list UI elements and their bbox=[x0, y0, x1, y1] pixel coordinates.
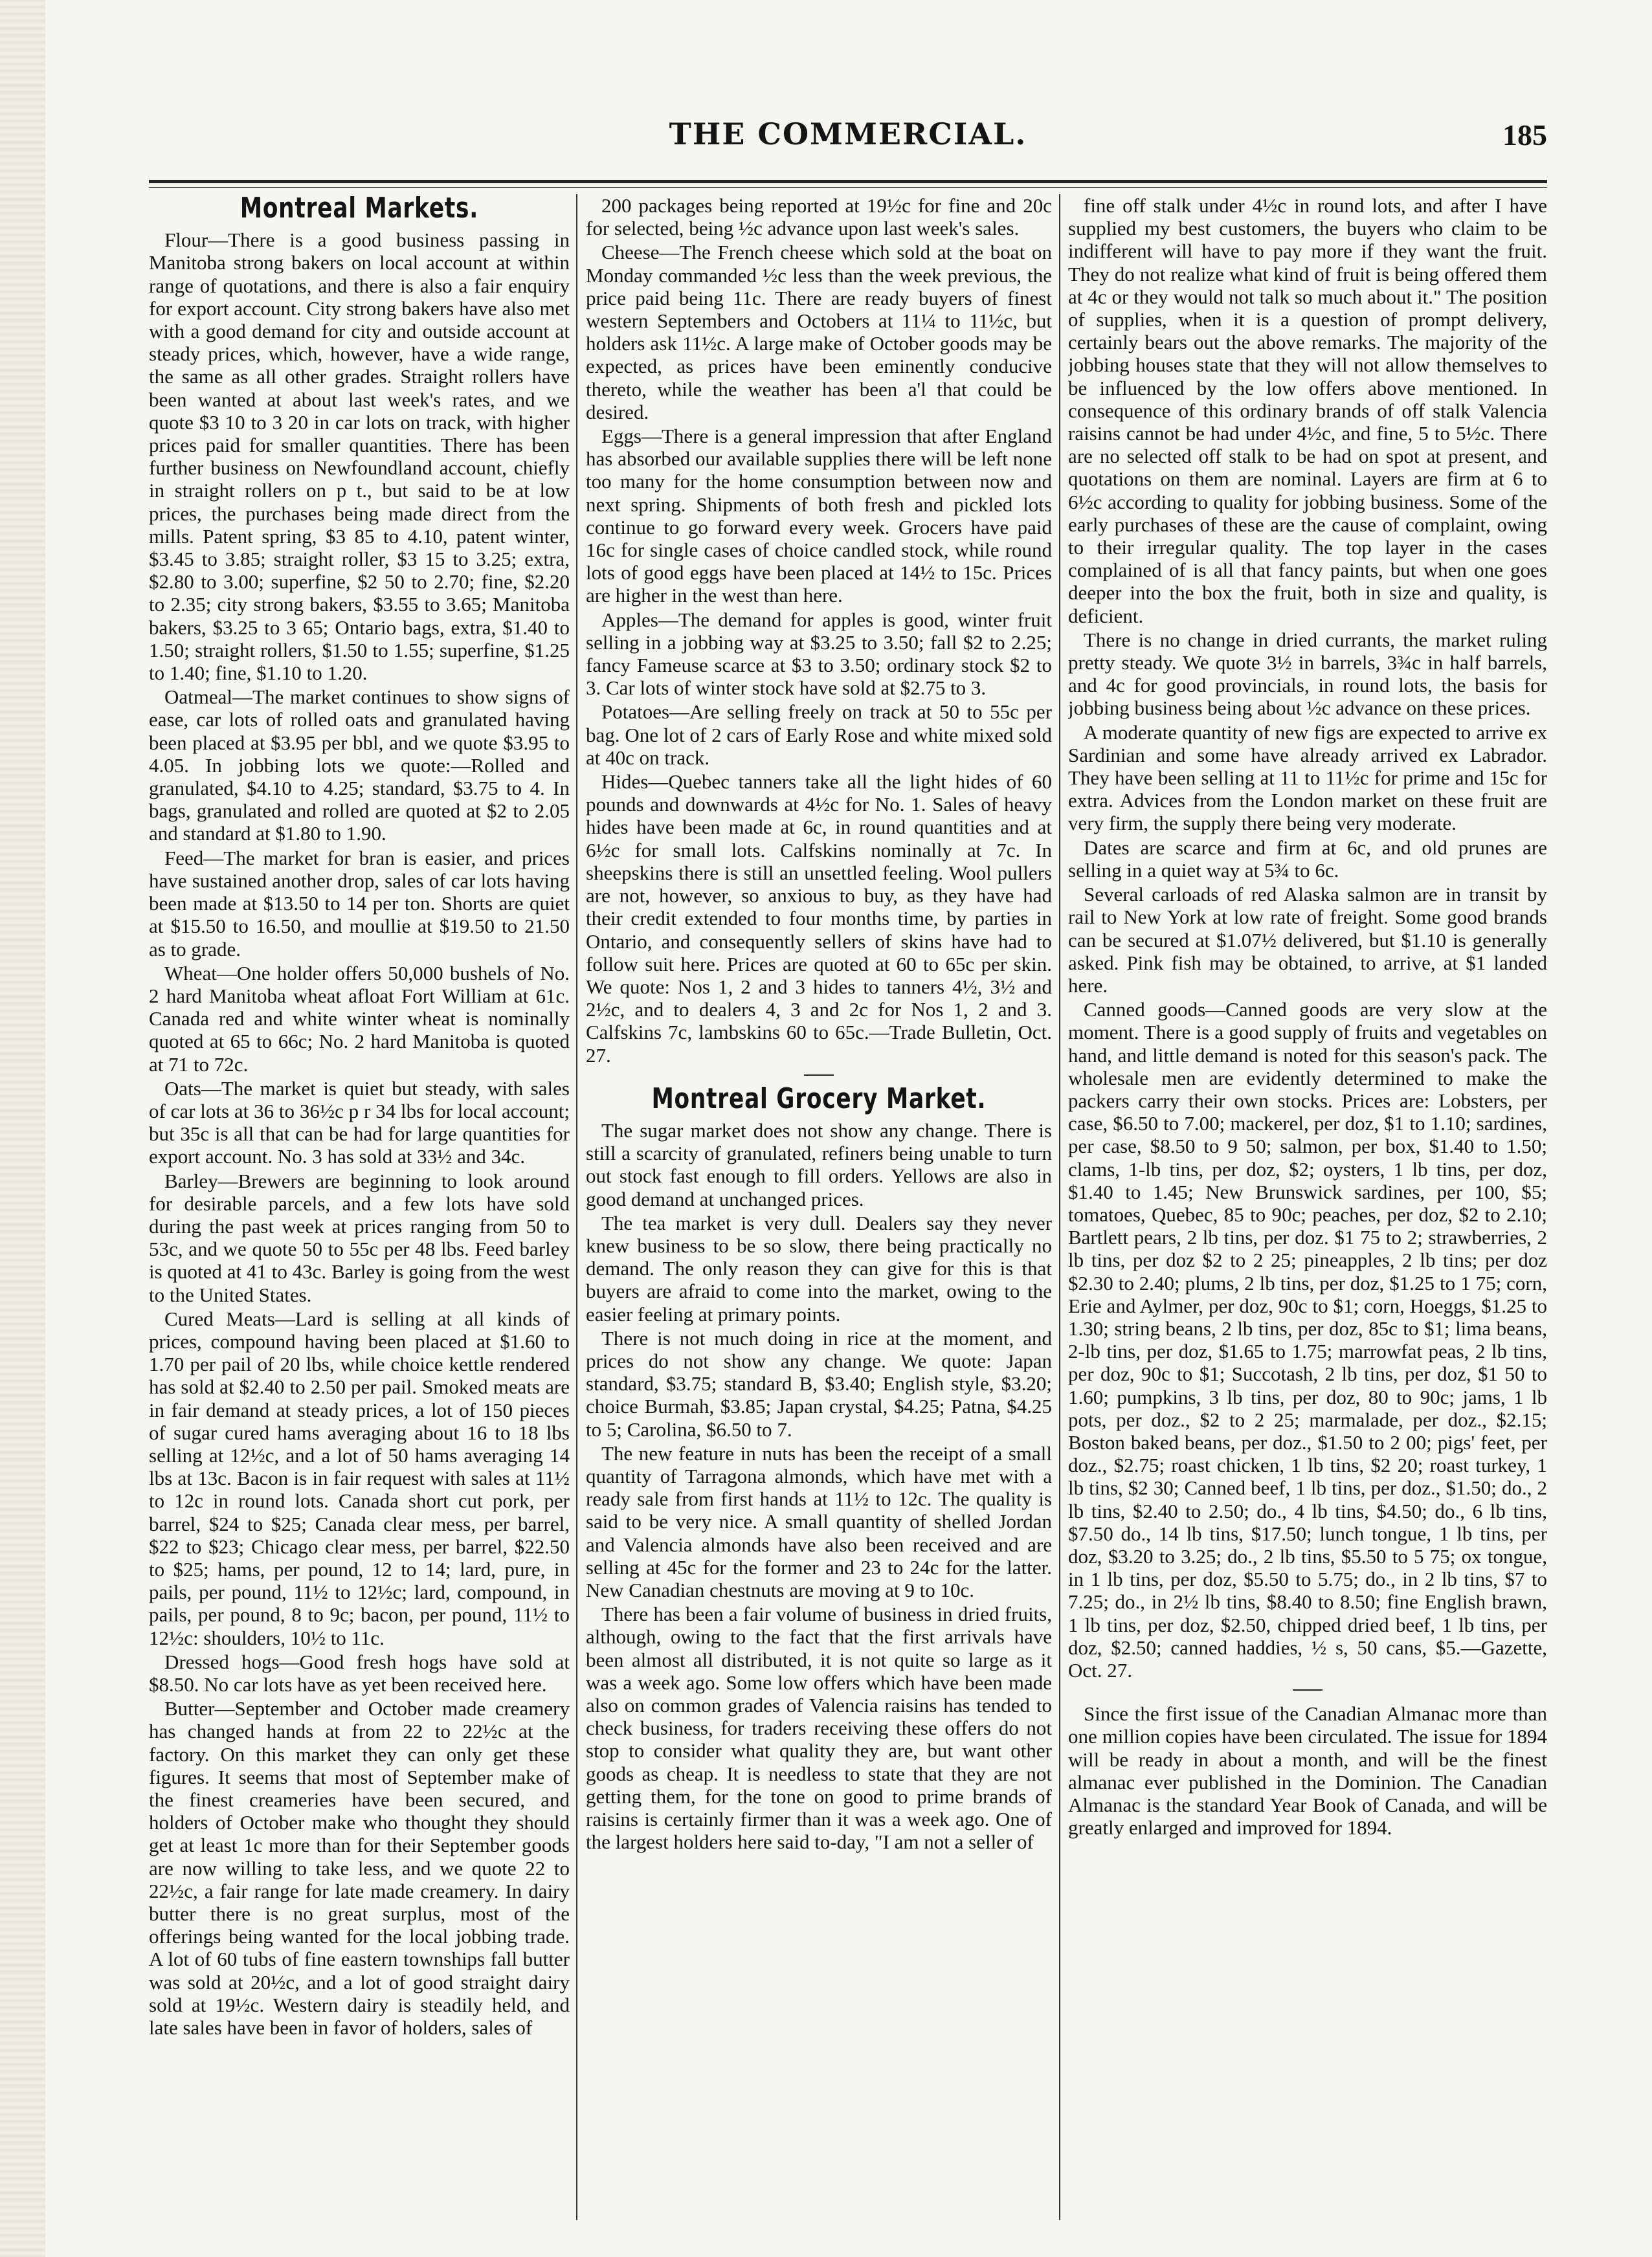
column-3 bbox=[1068, 194, 1547, 2220]
paragraph: Oatmeal—The market continues to show signs of ease, car lots of rolled oats and granulated having been placed at $3.95 per bbl, and we quote $3.95 to 4.05. In jobbing lots we quote:—Rolled and granulated, $4.10 to 4.25; standard, $3.75 to 4. In bags, granulated and rolled are quoted at $2 to 2.05 and standard at $1.80 to 1.90. bbox=[149, 685, 570, 845]
binding-edge bbox=[0, 0, 45, 2257]
paragraph: Feed—The market for bran is easier, and prices have sustained another drop, sales of car lots having been made at $13.50 to 14 per ton. Shorts are quiet at $15.50 to 16.50, and moullie at $19.50 to 21.50 as to grade. bbox=[149, 846, 570, 961]
header-rule bbox=[149, 180, 1547, 188]
article-heading: Montreal Markets. bbox=[240, 194, 479, 225]
paragraph: Barley—Brewers are beginning to look around for desirable parcels, and a few lots have sold during the past week at prices ranging from 50 to 53c, and we quote 50 to 55c per 48 lbs. Feed barley is quoted at 41 to 43c. Barley is going from the west to the United States. bbox=[149, 1169, 570, 1306]
paragraph: Dates are scarce and firm at 6c, and old prunes are selling in a quiet way at 5¾ to 6c. bbox=[1068, 836, 1547, 882]
page-header bbox=[149, 117, 1547, 168]
paragraph: fine off stalk under 4½c in round lots, and after I have supplied my best customers, the buyers who claim to be indifferent will have to pay more if they want the fruit. They do not realize what kind of fruit is being offered them at 4c or they would not talk so much about it." The position of supplies, when it is a question of prompt delivery, certainly bears out the above remarks. The majority of the jobbing houses state that they will not allow themselves to be influenced by the low offers above mentioned. In consequence of this ordinary brands of off stalk Valencia raisins cannot be had under 4½c, and fine, 5 to 5½c. There are no selected off stalk to be had on spot at present, and quotations on them are nominal. Layers are firm at 6 to 6½c according to quality for jobbing business. Some of the early purchases of these are the cause of complaint, owing to their irregular quality. The top layer in the cases complained of is all that fancy paints, but when one goes deeper into the box the fruit, both in size and quality, is deficient. bbox=[1068, 194, 1547, 627]
paragraph: Since the first issue of the Canadian Almanac more than one million copies have been circulated. The issue for 1894 will be ready in about a month, and will be the finest almanac ever published in the Dominion. The Canadian Almanac is the standard Year Book of Canada, and will be greatly enlarged and improved for 1894. bbox=[1068, 1702, 1547, 1840]
paragraph: Butter—September and October made creamery has changed hands at from 22 to 22½c at the factory. On this market they can only get these figures. It seems that most of September make of the finest creameries have been secured, and holders of October make who thought they should get at least 1c more than for their September goods are now willing to take less, and we quote 22 to 22½c, a fair range for late made creamery. In dairy butter there is no great surplus, most of the offerings being wanted for the local jobbing trade. A lot of 60 tubs of fine eastern townships fall butter was sold at 20½c, and a lot of good straight dairy sold at 19½c. Western dairy is steadily held, and late sales have been in favor of holders, sales of bbox=[149, 1697, 570, 2040]
paragraph: Potatoes—Are selling freely on track at 50 to 55c per bag. One lot of 2 cars of Early Rose and white mixed sold at 40c on track. bbox=[586, 700, 1052, 769]
paragraph: Apples—The demand for apples is good, winter fruit selling in a jobbing way at $3.25 to 3.50; fall $2 to 2.25; fancy Fameuse scarce at $3 to 3.50; ordinary stock $2 to 3. Car lots of winter stock have sold at $2.75 to 3. bbox=[586, 608, 1052, 700]
paragraph: The tea market is very dull. Dealers say they never knew business to be so slow, there being practically no demand. The only reason they can give for this is that buyers are afraid to come into the market, owing to the easier feeling at primary points. bbox=[586, 1211, 1052, 1326]
paragraph: A moderate quantity of new figs are expected to arrive ex Sardinian and some have already arrived ex Labrador. They have been selling at 11 to 11½c for prime and 15c for extra. Advices from the London market on these fruit are very firm, the supply there being very moderate. bbox=[1068, 720, 1547, 835]
paragraph: 200 packages being reported at 19½c for fine and 20c for selected, being ½c advance upon last week's sales. bbox=[586, 194, 1052, 240]
paragraph: Flour—There is a good business passing in Manitoba strong bakers on local account at within range of quotations, and there is also a fair enquiry for export account. City strong bakers have also met with a good demand for city and outside account at steady prices, which, however, have a wide range, the same as all other grades. Straight rollers have been wanted at about last week's rates, and we quote $3 10 to 3 20 in car lots on track, with higher prices paid for smaller quantities. There has been further business on Newfoundland account, chiefly in straight rollers on p t., but said to be at low prices, the purchases being made direct from the mills. Patent spring, $3 85 to 4.10, patent winter, $3.45 to 3.85; straight roller, $3 15 to 3.25; extra, $2.80 to 3.00; superfine, $2 50 to 2.70; fine, $2.20 to 2.35; city strong bakers, $3.55 to 3.65; Manitoba bakers, $3.25 to 3 65; Ontario bags, extra, $1.40 to 1.50; straight rollers, $1.50 to 1.55; superfine, $1.25 to 1.40; fine, $1.10 to 1.20. bbox=[149, 228, 570, 685]
article-separator bbox=[1293, 1689, 1323, 1691]
paragraph: Hides—Quebec tanners take all the light hides of 60 pounds and downwards at 4½c for No. 1. Sales of heavy hides have been made at 6c, in round quantities and at 6½c for small lots. Calfskins nominally at 7c. In sheepskins there is still an unsettled feeling. Wool pullers are not, however, so anxious to buy, as they have had their credit extended to four months time, by parties in Ontario, and consequently sellers of skins have had to follow suit here. Prices are quoted at 60 to 65c per skin. We quote: Nos 1, 2 and 3 hides to tanners 4½, 3½ and 2½c, and to dealers 4, 3 and 2c for Nos 1, 2 and 3. Calfskins 7c, lambskins 60 to 65c.—Trade Bulletin, Oct. 27. bbox=[586, 770, 1052, 1067]
article-heading: Montreal Grocery Market. bbox=[651, 1082, 987, 1115]
paragraph: There is not much doing in rice at the moment, and prices do not show any change. We quote: Japan standard, $3.75; standard B, $3.40; English style, $3.20; choice Burmah, $3.85; Japan crystal, $4.25; Patna, $4.25 to 5; Carolina, $6.50 to 7. bbox=[586, 1326, 1052, 1441]
paragraph: The sugar market does not show any change. There is still a scarcity of granulated, refiners being unable to turn out stock fast enough to fill orders. Yellows are also in good demand at unchanged prices. bbox=[586, 1118, 1052, 1210]
paragraph: There has been a fair volume of business in dried fruits, although, owing to the fact that the first arrivals have been almost all distributed, it is not quite so large as it was a week ago. Some low offers which have been made also on common grades of Valencia raisins has tended to check business, for traders receiving these offers do not stop to consider what quality they are, but want other goods as cheap. It is needless to state that they are not getting them, for the tone on good to prime brands of raisins is certainly firmer than it was a week ago. One of the largest holders here said to-day, "I am not a seller of bbox=[586, 1603, 1052, 1854]
column-2 bbox=[586, 194, 1052, 2220]
column-rule bbox=[576, 194, 577, 2220]
paragraph: Canned goods—Canned goods are very slow at the moment. There is a good supply of fruits and vegetables on hand, and little demand is noted for this season's pack. The wholesale men are evidently determined to make the packers carry their own stocks. Prices are: Lobsters, per case, $6.50 to 7.00; mackerel, per doz, $1 to 1.10; sardines, per case, $8.50 to 9 50; salmon, per box, $1.40 to 1.50; clams, 1-lb tins, per doz, $2; oysters, 1 lb tins, per doz, $1.40 to 1.45; New Brunswick sardines, per 100, $5; tomatoes, Quebec, 85 to 90c; peaches, per doz, $2 to 2.10; Bartlett pears, 2 lb tins, per doz. $1 75 to 2; strawberries, 2 lb tins, per doz $2 to 2 25; pineapples, 2 lb tins; per doz $2.30 to 2.40; plums, 2 lb tins, per doz, $1.25 to 1 75; corn, Erie and Aylmer, per doz, 90c to $1; corn, Hoeggs, $1.25 to 1.30; string beans, 2 lb tins, per doz, 85c to $1; lima beans, 2-lb tins, per doz, $1.65 to 1.75; marrowfat peas, 2 lb tins, per doz, 90c to $1; Succotash, 2 lb tins, per doz, $1 50 to 1.60; pumpkins, 3 lb tins, per doz, 80 to 90c; jams, 1 lb pots, per doz., $2 to 2 25; marmalade, per doz., $2.15; Boston baked beans, per doz., $1.50 to 2 00; pigs' feet, per doz., $2.75; roast chicken, 1 lb tins, $2 20; roast turkey, 1 lb tins, $2 30; Canned beef, 1 lb tins, per doz., $1.50; do., 2 lb tins, $2.40 to 2.50; do., 4 lb tins, $4.50; do., 6 lb tins, $7.50 do., 14 lb tins, $17.50; lunch tongue, 1 lb tins, per doz, $3.20 to 3.25; do., 2 lb tins, $5.50 to 5 75; ox tongue, in 1 lb tins, per doz, $5.50 to 5.75; do., in 2 lb tins, $7 to 7.25; do., in 2½ lb tins, $8.40 to 8.50; fine English brawn, 1 lb tins, per doz, $2.50, chipped dried beef, 1 lb tins, per doz, $2.50; canned haddies, ½ s, 50 cans, $5.—Gazette, Oct. 27. bbox=[1068, 998, 1547, 1682]
page-number: 185 bbox=[1502, 118, 1547, 151]
paragraph: Cured Meats—Lard is selling at all kinds of prices, compound having been placed at $1.60 to 1.70 per pail of 20 lbs, while choice kettle rendered has sold at $2.40 to 2.50 per pail. Smoked meats are in fair demand at steady prices, a lot of 150 pieces of sugar cured hams averaging about 16 to 18 lbs selling at 12½c, and a lot of 50 hams averaging 14 lbs at 13c. Bacon is in fair request with sales at 11½ to 12c in round lots. Canada short cut pork, per barrel, $24 to $25; Canada clear mess, per barrel, $22 to $23; Chicago clear mess, per barrel, $22.50 to $25; hams, per pound, 12 to 14; lard, pure, in pails, per pound, 11½ to 12½c; lard, compound, in pails, per pound, 8 to 9c; bacon, per pound, 11½ to 12½c: shoulders, 10½ to 11c. bbox=[149, 1307, 570, 1649]
masthead-title: THE COMMERCIAL. bbox=[669, 117, 1027, 151]
paragraph: Oats—The market is quiet but steady, with sales of car lots at 36 to 36½c p r 34 lbs for local account; but 35c is all that can be had for large quantities for export account. No. 3 has sold at 33½ and 34c. bbox=[149, 1076, 570, 1168]
paragraph: Eggs—There is a general impression that after England has absorbed our available supplies there will be left none too many for the home consumption between now and next spring. Shipments of both fresh and pickled lots continue to go forward every week. Grocers have paid 16c for single cases of choice candled stock, while round lots of good eggs have been placed at 14½ to 15c. Prices are higher in the west than here. bbox=[586, 425, 1052, 607]
column-1 bbox=[149, 194, 570, 2220]
paragraph: There is no change in dried currants, the market ruling pretty steady. We quote 3½ in barrels, 3¾c in half barrels, and 4c for good provincials, in round lots, the basis for jobbing business being about ½c advance on these prices. bbox=[1068, 628, 1547, 720]
paragraph: Cheese—The French cheese which sold at the boat on Monday commanded ½c less than the week previous, the price paid being 11c. There are ready buyers of finest western Septembers and Octobers at 11¼ to 11½c, but holders ask 11½c. A large make of October goods may be expected, as prices have been eminently conducive thereto, while the weather has been a'l that could be desired. bbox=[586, 241, 1052, 423]
paragraph: The new feature in nuts has been the receipt of a small quantity of Tarragona almonds, which have met with a ready sale from first hands at 11½ to 12c. The quality is said to be very nice. A small quantity of shelled Jordan and Valencia almonds have also been received and are selling at 45c for the former and 23 to 24c for the latter. New Canadian chestnuts are moving at 9 to 10c. bbox=[586, 1441, 1052, 1601]
paragraph: Dressed hogs—Good fresh hogs have sold at $8.50. No car lots have as yet been received here. bbox=[149, 1650, 570, 1696]
article-separator bbox=[804, 1074, 834, 1076]
column-rule bbox=[1059, 194, 1060, 2220]
paragraph: Wheat—One holder offers 50,000 bushels of No. 2 hard Manitoba wheat afloat Fort William at 61c. Canada red and white winter wheat is nominally quoted at 65 to 66c; No. 2 hard Manitoba is quoted at 71 to 72c. bbox=[149, 961, 570, 1076]
paragraph: Several carloads of red Alaska salmon are in transit by rail to New York at low rate of freight. Some good brands can be secured at $1.07½ delivered, but $1.10 is generally asked. Pink fish may be obtained, to arrive, at $1 landed here. bbox=[1068, 883, 1547, 997]
